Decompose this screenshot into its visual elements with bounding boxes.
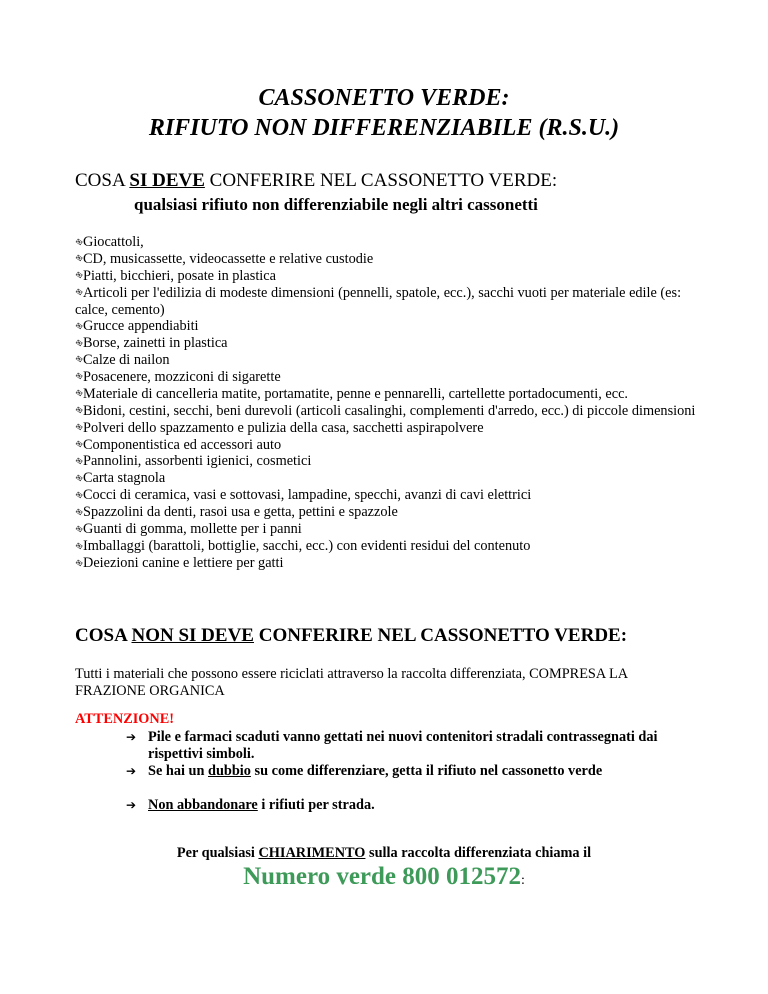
list-item-text: Guanti di gomma, mollette per i panni: [83, 521, 302, 538]
list-item-text: Piatti, bicchieri, posate in plastica: [83, 267, 276, 284]
envelope-bullet-icon: ✉: [73, 270, 85, 282]
attention-note3-post: i rifiuti per strada.: [257, 797, 375, 813]
envelope-bullet-icon: ✉: [73, 489, 85, 501]
list-item: [75, 504, 715, 521]
list-item: [75, 437, 715, 454]
envelope-bullet-icon: ✉: [73, 337, 85, 349]
attention-item: [126, 797, 706, 814]
list-item: [75, 234, 715, 251]
envelope-bullet-icon: ✉: [73, 320, 85, 332]
section2-heading: [75, 625, 627, 647]
envelope-bullet-icon: ✉: [73, 438, 85, 450]
list-item-text: Bidoni, cestini, secchi, beni durevoli (articoli casalinghi, complementi d'arredo, ecc.) di piccole dimensioni: [83, 402, 696, 419]
attention-item: [126, 729, 706, 763]
section1-subtitle: qualsiasi rifiuto non differenziabile negli altri cassonetti: [134, 195, 538, 214]
list-item-text: Materiale di cancelleria matite, portamatite, penne e pennarelli, cartellette portadocumenti, ecc.: [83, 385, 628, 402]
phone-colon: :: [521, 873, 525, 888]
list-item-text: CD, musicassette, videocassette e relative custodie: [83, 250, 374, 267]
list-item-text: Giocattoli,: [83, 234, 144, 250]
section2-heading-emph: NON SI DEVE: [131, 625, 254, 646]
section2-heading-pre: COSA: [75, 625, 132, 646]
list-item: [75, 403, 715, 420]
envelope-bullet-icon: ✉: [73, 387, 85, 400]
arrow-right-icon: ➔: [126, 798, 137, 812]
list-item: [75, 268, 715, 285]
attention-note2-emph: dubbio: [208, 763, 251, 779]
attention-list: [126, 729, 706, 814]
list-item-text: Grucce appendiabiti: [83, 318, 199, 335]
list-item: [75, 538, 715, 555]
list-item-text: Calze di nailon: [83, 351, 170, 368]
envelope-bullet-icon: ✉: [73, 540, 85, 552]
list-item-text: Pannolini, assorbenti igienici, cosmetici: [83, 453, 312, 470]
envelope-bullet-icon: ✉: [73, 557, 85, 569]
list-item: [75, 386, 715, 403]
list-item-text: Cocci di ceramica, vasi e sottovasi, lampadine, specchi, avanzi di cavi elettrici: [83, 487, 532, 504]
phone-number: [0, 863, 768, 891]
footer-text: [0, 845, 768, 862]
envelope-bullet-icon: ✉: [73, 472, 85, 484]
list-item: [75, 369, 715, 386]
list-item-text: Posacenere, mozziconi di sigarette: [83, 368, 281, 385]
list-item: [75, 521, 715, 538]
list-item-text: Componentistica ed accessori auto: [83, 436, 282, 453]
envelope-bullet-icon: ✉: [73, 404, 85, 417]
envelope-bullet-icon: ✉: [73, 523, 85, 535]
list-item: [75, 251, 715, 268]
list-item-text: Articoli per l'edilizia di modeste dimensioni (pennelli, spatole, ecc.), sacchi vuoti per materiale edile (es: calce, cemento): [75, 284, 682, 318]
arrow-right-icon: ➔: [126, 730, 137, 744]
page-title-line1: CASSONETTO VERDE:: [258, 85, 510, 111]
list-item-text: Imballaggi (barattoli, bottiglie, sacchi, ecc.) con evidenti residui del contenuto: [83, 538, 531, 555]
envelope-bullet-icon: ✉: [73, 286, 85, 299]
waste-item-list: [75, 234, 715, 572]
list-item-text: Carta stagnola: [83, 470, 166, 487]
section2-text: Tutti i materiali che possono essere riciclati attraverso la raccolta differenziata, COMPRESA LA FRAZIONE ORGANICA: [75, 666, 628, 699]
section1-heading-pre: COSA: [75, 170, 130, 191]
envelope-bullet-icon: ✉: [73, 421, 85, 434]
list-item: [75, 470, 715, 487]
footer-emph: CHIARIMENTO: [258, 845, 366, 861]
list-item-text: Borse, zainetti in plastica: [83, 335, 228, 352]
list-item: [75, 487, 715, 504]
envelope-bullet-icon: ✉: [73, 371, 85, 383]
attention-note2-post: su come differenziare, getta il rifiuto nel cassonetto verde: [250, 763, 603, 779]
list-item-text: Spazzolini da denti, rasoi usa e getta, pettini e spazzole: [83, 504, 398, 521]
attention-item: [126, 763, 706, 780]
list-item-text: Polveri dello spazzamento e pulizia della casa, sacchetti aspirapolvere: [83, 419, 484, 436]
footer-post: sulla raccolta differenziata chiama il: [365, 845, 592, 861]
section1-heading: [75, 170, 557, 192]
arrow-right-icon: ➔: [126, 764, 137, 778]
envelope-bullet-icon: ✉: [73, 253, 85, 265]
envelope-bullet-icon: ✉: [73, 506, 85, 518]
list-item: [75, 285, 715, 318]
list-item: [75, 555, 715, 572]
envelope-bullet-icon: ✉: [73, 236, 85, 248]
list-item: [75, 352, 715, 369]
list-item: [75, 335, 715, 352]
section1-heading-emph: SI DEVE: [129, 170, 205, 191]
list-item: [75, 318, 715, 335]
list-item: [75, 420, 715, 437]
section2-heading-post: CONFERIRE NEL CASSONETTO VERDE:: [253, 625, 628, 646]
attention-note2-pre: Se hai un: [148, 763, 208, 779]
section1-heading-post: CONFERIRE NEL CASSONETTO VERDE:: [204, 170, 558, 191]
envelope-bullet-icon: ✉: [73, 354, 85, 366]
envelope-bullet-icon: ✉: [73, 455, 85, 467]
phone-number-text: Numero verde 800 012572: [243, 863, 522, 890]
list-item: [75, 453, 715, 470]
attention-note1: Pile e farmaci scaduti vanno gettati nei nuovi contenitori stradali contrassegnati dai rispettivi simboli.: [148, 729, 658, 762]
page-title-line2: RIFIUTO NON DIFFERENZIABILE (R.S.U.): [148, 115, 620, 141]
list-item-text: Deiezioni canine e lettiere per gatti: [83, 555, 284, 571]
footer-pre: Per qualsiasi: [176, 845, 259, 861]
attention-note3-emph: Non abbandonare: [148, 797, 258, 813]
attention-label: ATTENZIONE!: [75, 711, 175, 727]
